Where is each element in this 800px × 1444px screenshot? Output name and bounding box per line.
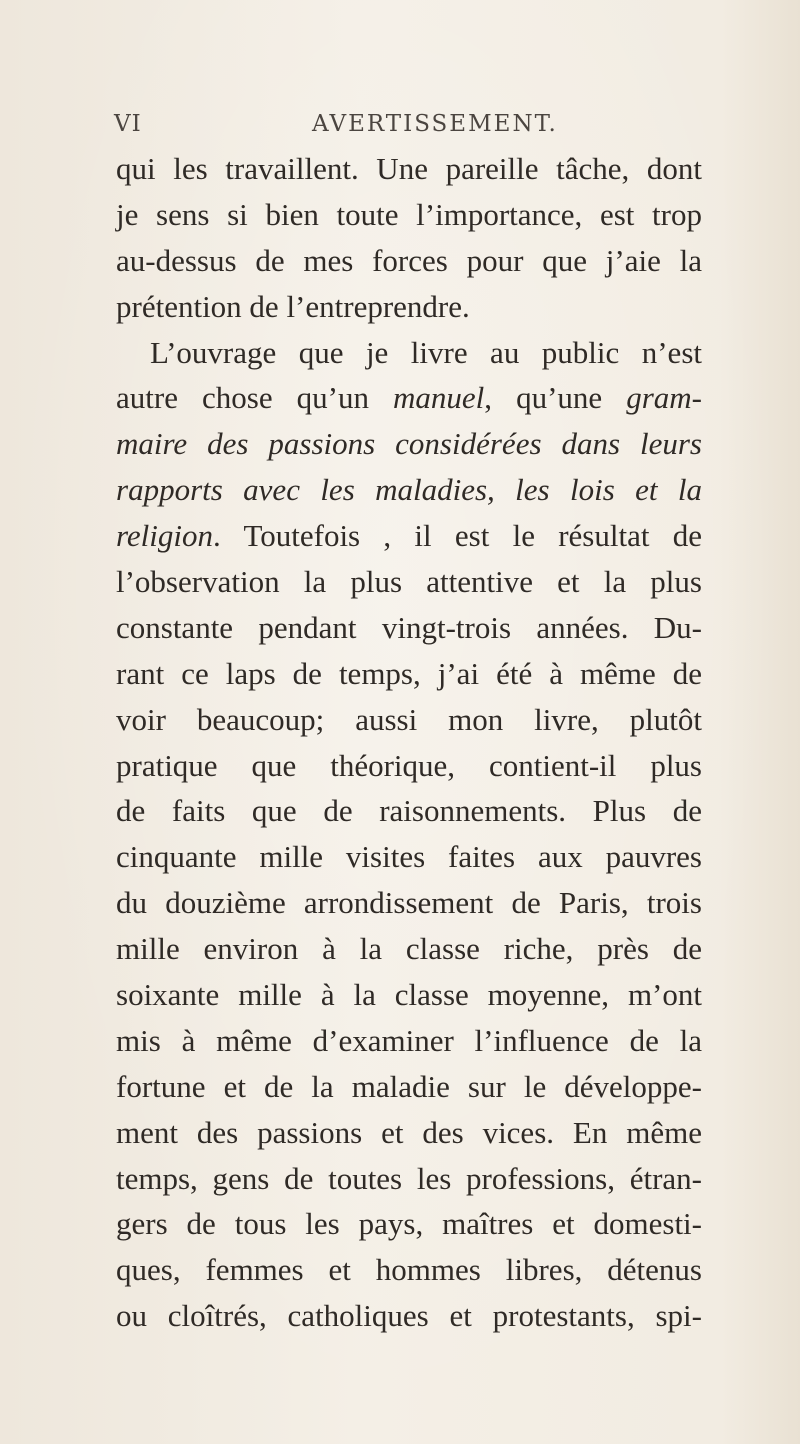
text-line: ques, femmes et hommes libres, détenus xyxy=(116,1252,702,1288)
text-line: temps, gens de toutes les professions, étran- xyxy=(116,1160,702,1196)
text-line: je sens si bien toute l’importance, est trop xyxy=(116,196,702,232)
italic-text: manuel xyxy=(393,380,485,416)
text-line: au-dessus de mes forces pour que j’aie la xyxy=(116,242,702,278)
text-line: cinquante mille visites faites aux pauvres xyxy=(116,839,702,875)
text-line xyxy=(116,513,702,559)
text-run: , qu’une xyxy=(484,380,627,416)
italic-text: gram- xyxy=(626,380,702,416)
text-line: voir beaucoup; aussi mon livre, plutôt xyxy=(116,701,702,737)
page-number: VI xyxy=(114,111,142,137)
page-header xyxy=(114,111,694,151)
text-line xyxy=(116,375,702,421)
text-line: constante pendant vingt-trois années. Du- xyxy=(116,609,702,645)
italic-line: maire des passions considérées dans leurs xyxy=(116,426,702,462)
text-line: gers de tous les pays, maîtres et domesti- xyxy=(116,1206,702,1242)
text-line: l’observation la plus attentive et la plus xyxy=(116,564,702,600)
text-line: prétention de l’entreprendre. xyxy=(116,288,470,324)
italic-line: rapports avec les maladies, les lois et la xyxy=(116,472,702,508)
text-run: . Toutefois , il est le résultat de xyxy=(213,518,702,554)
italic-text: religion xyxy=(116,518,214,554)
text-line: du douzième arrondissement de Paris, trois xyxy=(116,885,702,921)
text-line: de faits que de raisonnements. Plus de xyxy=(116,793,702,829)
running-title: AVERTISSEMENT. xyxy=(312,111,558,137)
text-line: L’ouvrage que je livre au public n’est xyxy=(150,334,702,370)
text-line: qui les travaillent. Une pareille tâche, dont xyxy=(116,151,702,186)
text-line: fortune et de la maladie sur le développe- xyxy=(116,1068,702,1104)
text-line: ment des passions et des vices. En même xyxy=(116,1114,702,1150)
text-line: rant ce laps de temps, j’ai été à même de xyxy=(116,655,702,691)
text-run: autre chose qu’un xyxy=(116,380,394,416)
body-text xyxy=(116,146,702,1339)
text-line: soixante mille à la classe moyenne, m’ont xyxy=(116,977,702,1013)
text-line: mis à même d’examiner l’influence de la xyxy=(116,1022,702,1058)
text-line: ou cloîtrés, catholiques et protestants, spi- xyxy=(116,1298,702,1334)
text-line: pratique que théorique, contient-il plus xyxy=(116,747,702,783)
text-line: mille environ à la classe riche, près de xyxy=(116,931,702,967)
